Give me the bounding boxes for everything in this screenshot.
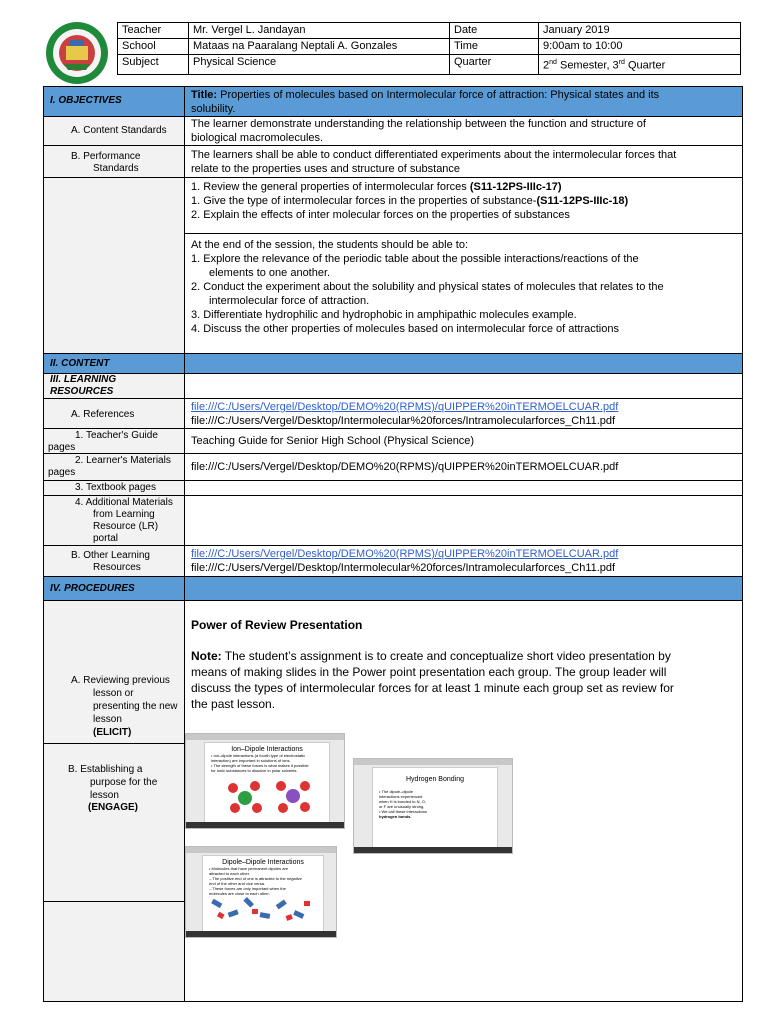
other-resource-link-2: file:///C:/Users/Vergel/Desktop/Intermolecular%20forces/Intramolecularforces_Ch11.pdf xyxy=(191,562,616,574)
other-resources-label: B. Other Learning xyxy=(71,550,150,561)
slide-screenshot-dipole-dipole: Dipole–Dipole Interactions • Molecules that have permanent dipoles are attracted to each other. – The positive end of one is attracted to the negative end of the other and vice versa. – These forces are only important when the molecules are close to each other. xyxy=(185,846,337,938)
competencies-row xyxy=(44,177,742,233)
teachers-guide-label: 1. Teacher's Guide xyxy=(75,430,158,441)
objectives-intro: At the end of the session, the students should be able to: xyxy=(191,239,469,251)
quarter-label: Quarter xyxy=(450,55,539,75)
objective-1: 1. Explore the relevance of the periodic table about the possible interactions/reactions of the xyxy=(191,253,639,265)
reference-link-2: file:///C:/Users/Vergel/Desktop/Intermolecular%20forces/Intramolecularforces_Ch11.pdf xyxy=(191,415,616,427)
header-table xyxy=(117,22,741,75)
school-label: School xyxy=(118,39,189,55)
dipole-molecules-illustration xyxy=(208,897,318,925)
quarter-value: 2nd Semester, 3rd Quarter xyxy=(539,55,741,75)
title-text: Properties of molecules based on Intermolecular force of attraction: Physical states and its xyxy=(217,89,660,101)
additional-materials-row xyxy=(44,495,742,545)
other-resources-label-cont: Resources xyxy=(93,562,141,573)
elicit-tag: (ELICIT) xyxy=(93,727,132,738)
slide-screenshot-hydrogen-bonding: Hydrogen Bonding • The dipole–dipole interactions experienced when H is bonded to N, O, or F are unusually strong. • We call these interactions hydrogen bonds. xyxy=(353,758,513,854)
review-label-4: lesson xyxy=(93,714,122,725)
content-standards-row xyxy=(44,116,742,145)
objectives-heading: I. OBJECTIVES xyxy=(50,95,122,106)
molecule-illustration xyxy=(207,774,327,818)
school-value: Mataas na Paaralang Neptali A. Gonzales xyxy=(189,39,450,55)
purpose-label-2: purpose for the xyxy=(90,777,158,788)
learning-resources-heading-cont: RESOURCES xyxy=(50,386,114,397)
objectives-list-row xyxy=(44,233,742,353)
procedures-row xyxy=(44,576,742,600)
teachers-guide-row xyxy=(44,428,742,453)
title-text-cont: solubility. xyxy=(191,103,236,115)
competency-3: 2. Explain the effects of inter molecular forces on the properties of substances xyxy=(191,209,570,221)
assignment-note: Note: The student’s assignment is to create and conceptualize short video presentation by means of making slides in the Power point presentation each group. The group leader will discuss the types of intermolecular forces for at least 1 minute each group set as review for the past lesson. xyxy=(191,649,674,711)
content-heading: II. CONTENT xyxy=(50,358,110,369)
purpose-label-1: B. Establishing a xyxy=(68,764,143,775)
references-row xyxy=(44,398,742,428)
additional-materials-label-2: from Learning xyxy=(93,509,155,520)
teachers-guide-value: Teaching Guide for Senior High School (Physical Science) xyxy=(191,435,475,447)
objective-2-cont: intermolecular force of attraction. xyxy=(209,295,370,307)
additional-materials-label-1: 4. Additional Materials xyxy=(75,497,173,508)
performance-standards-text-cont: relate to the properties uses and structure of substance xyxy=(191,163,461,175)
subject-value: Physical Science xyxy=(189,55,450,75)
time-label: Time xyxy=(450,39,539,55)
row-divider xyxy=(44,743,184,744)
date-value: January 2019 xyxy=(539,23,741,39)
learners-materials-value: file:///C:/Users/Vergel/Desktop/DEMO%20(RPMS)/qUIPPER%20inTERMOELCUAR.pdf xyxy=(191,461,619,473)
review-label-1: A. Reviewing previous xyxy=(71,675,170,686)
learners-materials-label-cont: pages xyxy=(48,467,76,478)
purpose-label-3: lesson xyxy=(90,790,119,801)
lesson-plan-table xyxy=(43,86,743,1002)
content-standards-text-cont: biological macromolecules. xyxy=(191,132,324,144)
slide-title: Dipole–Dipole Interactions xyxy=(222,859,304,866)
performance-standards-label-cont: Standards xyxy=(93,163,139,174)
slide-title: Hydrogen Bonding xyxy=(406,776,464,783)
review-label-3: presenting the new xyxy=(93,701,178,712)
learning-resources-row xyxy=(44,373,742,398)
date-label: Date xyxy=(450,23,539,39)
performance-standards-label: B. Performance xyxy=(71,151,141,162)
objective-1-cont: elements to one another. xyxy=(209,267,331,279)
performance-standards-row xyxy=(44,145,742,177)
learners-materials-row xyxy=(44,453,742,480)
performance-standards-text: The learners shall be able to conduct differentiated experiments about the intermolecular forces that xyxy=(191,149,677,161)
row-divider-2 xyxy=(44,901,184,902)
objective-3: 3. Differentiate hydrophilic and hydrophobic in amphipathic molecules example. xyxy=(191,309,577,321)
teachers-guide-label-cont: pages xyxy=(48,442,76,453)
presentation-title: Power of Review Presentation xyxy=(191,618,363,632)
textbook-row xyxy=(44,480,742,495)
teacher-value: Mr. Vergel L. Jandayan xyxy=(189,23,450,39)
references-label: A. References xyxy=(71,409,135,420)
content-standards-text: The learner demonstrate understanding the relationship between the function and structure of xyxy=(191,118,646,130)
review-label-2: lesson or xyxy=(93,688,134,699)
title-label: Title: xyxy=(191,89,218,101)
teacher-label: Teacher xyxy=(118,23,189,39)
textbook-label: 3. Textbook pages xyxy=(75,482,156,493)
subject-label: Subject xyxy=(118,55,189,75)
additional-materials-label-3: Resource (LR) xyxy=(93,521,159,532)
competency-2: 1. Give the type of intermolecular forces in the properties of substance-(S11-12PS-IIIc-18) xyxy=(191,195,629,207)
other-resource-link-1[interactable]: file:///C:/Users/Vergel/Desktop/DEMO%20(RPMS)/qUIPPER%20inTERMOELCUAR.pdf xyxy=(191,548,619,560)
engage-tag: (ENGAGE) xyxy=(88,802,138,813)
learners-materials-label: 2. Learner's Materials xyxy=(75,455,171,466)
content-row xyxy=(44,353,742,373)
reference-link-1[interactable]: file:///C:/Users/Vergel/Desktop/DEMO%20(RPMS)/qUIPPER%20inTERMOELCUAR.pdf xyxy=(191,401,619,413)
content-standards-label: A. Content Standards xyxy=(71,125,167,136)
learning-resources-heading: III. LEARNING xyxy=(50,374,117,385)
competency-1: 1. Review the general properties of intermolecular forces (S11-12PS-IIIc-17) xyxy=(191,181,562,193)
objective-2: 2. Conduct the experiment about the solubility and physical states of molecules that relates to the xyxy=(191,281,664,293)
school-logo xyxy=(44,20,110,86)
other-resources-row xyxy=(44,545,742,576)
additional-materials-label-4: portal xyxy=(93,533,119,544)
objective-4: 4. Discuss the other properties of molecules based on intermolecular force of attractions xyxy=(191,323,619,335)
objectives-row xyxy=(44,87,742,116)
slide-title: Ion–Dipole Interactions xyxy=(231,746,303,753)
procedures-heading: IV. PROCEDURES xyxy=(50,583,135,594)
time-value: 9:00am to 10:00 xyxy=(539,39,741,55)
slide-screenshot-ion-dipole: Ion–Dipole Interactions • Ion–dipole interactions (a fourth type of electrostatic interaction) are important in solutions of ions. • The strength of these forces is what makes it possible for ionic substances to dissolve in polar solvents. xyxy=(185,733,345,829)
